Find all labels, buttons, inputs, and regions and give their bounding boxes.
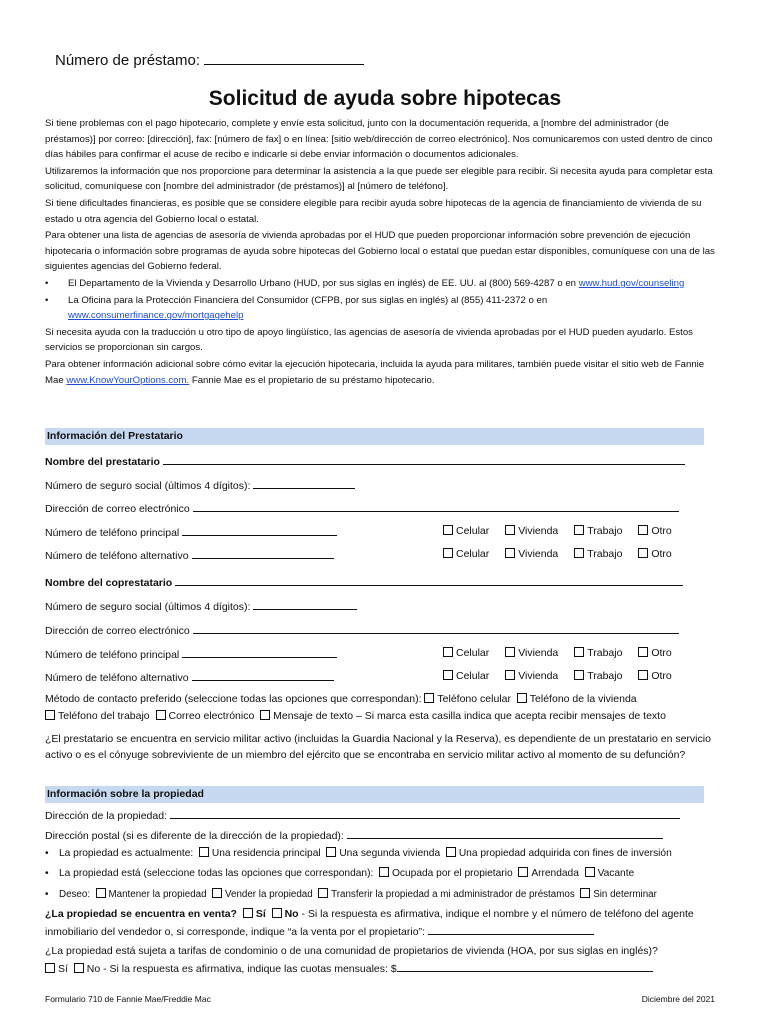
checkbox[interactable]	[518, 867, 528, 877]
form-date: Diciembre del 2021	[641, 994, 715, 1004]
bullet-icon: •	[45, 277, 49, 289]
intro-p4: Para obtener una lista de agencias de asesoría de vivienda aprobadas por el HUD que pueden proporcionar información sobre prevención de ejecución hipotecaria o información sobre programas de ayuda sobre hipotecas del Gobierno local o estatal que puedan estar disponibles, comuníquese con una de las siguientes agencias del Gobierno federal.	[45, 230, 715, 273]
checkbox[interactable]	[424, 693, 434, 703]
mailing-address-label: Dirección postal (si es diferente de la dirección de la propiedad):	[45, 830, 344, 842]
option-label: Trabajo	[587, 525, 623, 537]
checkbox[interactable]	[574, 647, 584, 657]
intro-p1: Si tiene problemas con el pago hipotecario, complete y envíe esta solicitud, junto con la documentación requerida, a [nombre del administrador (de préstamos)] por correo: [dirección], fax: [número de fax] o en línea: [sitio web/dirección de correo electrónico]. Nos comunicaremos con usted dentro de cinco días hábiles para confirmar el acuse de recibo e indicarle si debe enviar información o documentos adicionales.	[45, 118, 713, 161]
option-label: Vivienda	[518, 525, 559, 537]
coborrower-phone-main-input[interactable]	[182, 645, 337, 658]
coborrower-email-input[interactable]	[193, 621, 679, 634]
option-label: Celular	[456, 548, 490, 560]
option-label: Celular	[456, 670, 490, 682]
option-label: Otro	[651, 647, 672, 659]
coborrower-phone-alt-input[interactable]	[192, 668, 334, 681]
coborrower-ssn-label: Número de seguro social (últimos 4 dígitos):	[45, 601, 251, 613]
knowyouroptions-link[interactable]: www.KnowYourOptions.com.	[66, 374, 190, 386]
borrower-name-label: Nombre del prestatario	[45, 456, 160, 468]
checkbox[interactable]	[505, 670, 515, 680]
for-sale-label: ¿La propiedad se encuentra en venta?	[45, 908, 237, 920]
cfpb-text: La Oficina para la Protección Financiera del Consumidor (CFPB, por sus siglas en inglés) al (855) 411-2372 o en	[68, 294, 548, 306]
checkbox[interactable]	[272, 908, 282, 918]
bullet-icon: •	[45, 889, 49, 900]
checkbox[interactable]	[74, 963, 84, 973]
checkbox[interactable]	[585, 867, 595, 877]
option-label: No	[284, 908, 299, 920]
checkbox[interactable]	[638, 548, 648, 558]
loan-number-field[interactable]	[55, 50, 364, 69]
borrower-name-row	[45, 452, 705, 468]
contact-method-row-2	[45, 708, 705, 724]
hud-text: El Departamento de la Vivienda y Desarrollo Urbano (HUD, por sus siglas en inglés) de EE. UU. al (800) 569-4287 o en	[68, 277, 579, 289]
checkbox[interactable]	[260, 710, 270, 720]
checkbox[interactable]	[243, 908, 253, 918]
bullet-icon: •	[45, 848, 49, 859]
hoa-detail: No - Si la respuesta es afirmativa, indique las cuotas mensuales: $	[86, 963, 397, 975]
hoa-fee-input[interactable]	[397, 959, 653, 972]
coborrower-phone-main-label: Número de teléfono principal	[45, 649, 180, 661]
option-label: Celular	[456, 525, 490, 537]
page-title: Solicitud de ayuda sobre hipotecas	[208, 87, 562, 110]
coborrower-phone-main-row	[45, 645, 705, 661]
checkbox[interactable]	[379, 867, 389, 877]
contact-method-row	[45, 691, 705, 707]
borrower-phone-main-input[interactable]	[182, 523, 337, 536]
property-section-header: Información sobre la propiedad	[45, 786, 704, 803]
intro-p2: Utilizaremos la información que nos proporcione para determinar la asistencia a la que puede ser elegible para recibir. Si necesita ayuda para completar esta solicitud, comuníquese con [nombre del administrador (de préstamos)] al [número de teléfono].	[45, 165, 713, 193]
property-address-input[interactable]	[170, 806, 680, 819]
checkbox[interactable]	[574, 525, 584, 535]
checkbox[interactable]	[443, 548, 453, 558]
list-item	[45, 293, 715, 324]
option-label: Mensaje de texto – Si marca esta casilla indica que acepta recibir mensajes de texto	[273, 710, 666, 722]
option-label: Mantener la propiedad	[108, 889, 207, 900]
checkbox[interactable]	[443, 525, 453, 535]
option-label: Una propiedad adquirida con fines de inversión	[458, 848, 672, 859]
borrower-phone-main-label: Número de teléfono principal	[45, 527, 180, 539]
phone-type-options	[443, 546, 685, 562]
contact-method-label: Método de contacto preferido (seleccione todas las opciones que correspondan):	[45, 693, 422, 705]
loan-number-input[interactable]	[204, 50, 364, 65]
option-label: Otro	[651, 670, 672, 682]
option-label: Una residencia principal	[211, 848, 321, 859]
borrower-name-input[interactable]	[163, 452, 685, 465]
checkbox[interactable]	[443, 670, 453, 680]
checkbox[interactable]	[505, 647, 515, 657]
loan-number-label: Número de préstamo:	[55, 52, 201, 69]
property-address-label: Dirección de la propiedad:	[45, 810, 167, 822]
option-label: Trabajo	[587, 670, 623, 682]
borrower-email-row	[45, 499, 705, 515]
bullet-icon: •	[45, 294, 49, 306]
list-item	[45, 276, 715, 292]
borrower-email-input[interactable]	[193, 499, 679, 512]
checkbox[interactable]	[96, 888, 106, 898]
option-label: Ocupada por el propietario	[392, 868, 513, 879]
intent-label: Deseo:	[59, 889, 91, 900]
option-label: Otro	[651, 548, 672, 560]
checkbox[interactable]	[505, 525, 515, 535]
hoa-label: ¿La propiedad está sujeta a tarifas de condominio o de una comunidad de propietarios de vivienda (HOA, por sus siglas en inglés)?	[45, 945, 658, 957]
borrower-ssn-input[interactable]	[253, 476, 355, 489]
checkbox[interactable]	[199, 847, 209, 857]
borrower-phone-main-row	[45, 523, 705, 539]
phone-type-options	[443, 668, 685, 684]
checkbox[interactable]	[505, 548, 515, 558]
for-sale-detail: - Si la respuesta es afirmativa, indique el nombre y el número de teléfono del agente inmobiliario del vendedor o, si corresponde, indique “a la venta por el propietario”:	[45, 908, 694, 938]
option-label: Otro	[651, 525, 672, 537]
option-label: Vivienda	[518, 670, 559, 682]
checkbox[interactable]	[638, 525, 648, 535]
checkbox[interactable]	[45, 710, 55, 720]
coborrower-name-row	[45, 573, 705, 589]
coborrower-name-label: Nombre del coprestatario	[45, 577, 173, 589]
property-address-row	[45, 806, 705, 822]
option-label: Trabajo	[587, 548, 623, 560]
phone-type-options	[443, 523, 685, 539]
borrower-email-label: Dirección de correo electrónico	[45, 503, 190, 515]
military-question: ¿El prestatario se encuentra en servicio militar activo (incluidas la Guardia Nacional y la Reserva), es dependiente de un prestatario en servicio activo o es el cónyuge sobreviviente de un miembro del ejército que se encontraba en servicio militar activo al momento de su defunción?	[45, 733, 711, 761]
borrower-phone-alt-label: Número de teléfono alternativo	[45, 550, 189, 562]
bullet-icon: •	[45, 868, 49, 879]
option-label: Teléfono de la vivienda	[529, 693, 637, 705]
option-label: Correo electrónico	[168, 710, 255, 722]
coborrower-name-input[interactable]	[175, 573, 683, 586]
hoa-question	[45, 943, 715, 977]
mailing-address-input[interactable]	[347, 826, 663, 839]
checkbox[interactable]	[574, 670, 584, 680]
occupancy-label: La propiedad está (seleccione todas las opciones que correspondan):	[59, 868, 374, 879]
coborrower-email-row	[45, 621, 705, 637]
checkbox[interactable]	[156, 710, 166, 720]
cfpb-link[interactable]: www.consumerfinance.gov/mortgagehelp	[68, 310, 244, 322]
option-label: Transferir la propiedad a mi administrador de préstamos	[331, 889, 575, 900]
coborrower-phone-alt-row	[45, 668, 705, 684]
checkbox[interactable]	[326, 847, 336, 857]
option-label: Trabajo	[587, 647, 623, 659]
borrower-ssn-label: Número de seguro social (últimos 4 dígitos):	[45, 480, 251, 492]
coborrower-ssn-row	[45, 597, 705, 613]
borrower-phone-alt-row	[45, 546, 705, 562]
intro-p6	[45, 357, 715, 388]
phone-type-options	[443, 645, 685, 661]
option-label: Vivienda	[518, 548, 559, 560]
checkbox[interactable]	[443, 647, 453, 657]
option-label: Celular	[456, 647, 490, 659]
intro-text	[45, 116, 715, 389]
property-occupancy-row	[45, 866, 705, 882]
checkbox[interactable]	[318, 888, 328, 898]
coborrower-phone-alt-label: Número de teléfono alternativo	[45, 672, 189, 684]
hud-link[interactable]: www.hud.gov/counseling	[578, 277, 685, 289]
intro-p5: Si necesita ayuda con la traducción u otro tipo de apoyo lingüístico, las agencias de asesoría de vivienda aprobadas por el HUD pueden ayudarlo. Estos servicios se proporcionan sin cargos.	[45, 326, 693, 354]
option-label: Vivienda	[518, 647, 559, 659]
option-label: Una segunda vivienda	[339, 848, 441, 859]
checkbox[interactable]	[212, 888, 222, 898]
form-number: Formulario 710 de Fannie Mae/Freddie Mac	[45, 994, 211, 1004]
for-sale-question	[45, 906, 715, 940]
intro-p3: Si tiene dificultades financieras, es posible que se considere elegible para recibir ayuda sobre hipotecas de la agencia de financiamiento de vivienda de su estado u otra agencia del Gobierno local o estatal.	[45, 197, 702, 225]
checkbox[interactable]	[638, 670, 648, 680]
mailing-address-row	[45, 826, 705, 842]
checkbox[interactable]	[517, 693, 527, 703]
checkbox[interactable]	[446, 847, 456, 857]
option-label: Arrendada	[531, 868, 579, 879]
option-label: Vender la propiedad	[225, 889, 313, 900]
option-label: Teléfono celular	[437, 693, 511, 705]
option-label: Sí	[255, 908, 266, 920]
property-intent-row	[45, 887, 705, 903]
borrower-ssn-row	[45, 476, 705, 492]
borrower-section-header: Información del Prestatario	[45, 428, 704, 445]
option-label: Vacante	[597, 868, 635, 879]
coborrower-email-label: Dirección de correo electrónico	[45, 625, 190, 637]
option-label: Teléfono del trabajo	[58, 710, 150, 722]
checkbox[interactable]	[638, 647, 648, 657]
borrower-phone-alt-input[interactable]	[192, 546, 334, 559]
checkbox[interactable]	[574, 548, 584, 558]
property-use-label: La propiedad es actualmente:	[59, 848, 194, 859]
option-label: Sin determinar	[593, 889, 657, 900]
intro-p6-text: Para obtener información adicional sobre cómo evitar la ejecución hipotecaria, incluida la ayuda para militares, también puede visitar el sitio web de Fannie Mae	[45, 358, 705, 386]
agent-info-input[interactable]	[428, 922, 594, 935]
checkbox[interactable]	[580, 888, 590, 898]
intro-p6-tail: Fannie Mae es el propietario de su préstamo hipotecario.	[189, 374, 435, 386]
property-use-row	[45, 846, 705, 862]
option-label: Sí	[58, 963, 68, 975]
coborrower-ssn-input[interactable]	[253, 597, 357, 610]
checkbox[interactable]	[45, 963, 55, 973]
